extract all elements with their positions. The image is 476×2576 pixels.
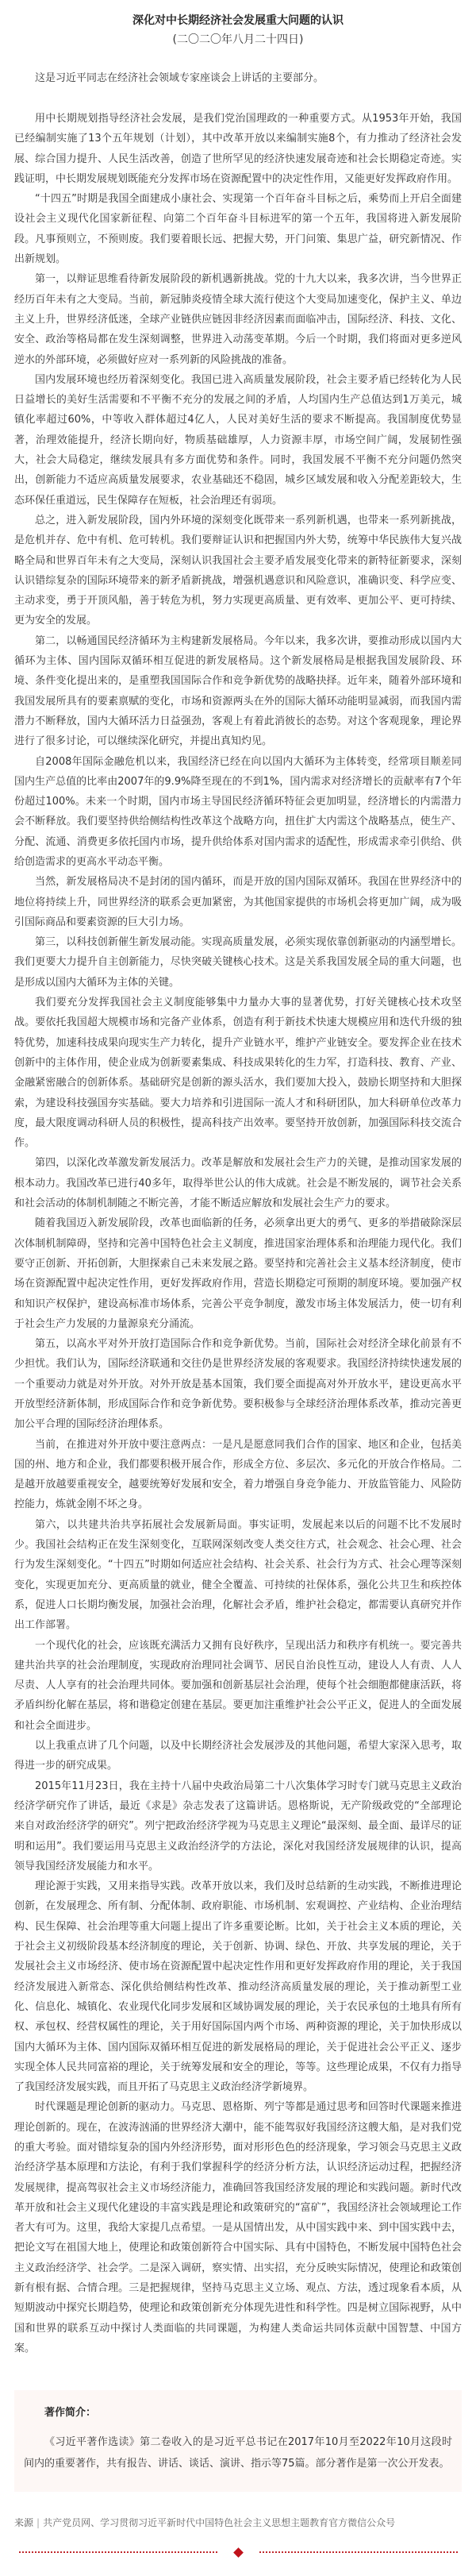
- paragraph: 第六，以共建共治共享拓展社会发展新局面。事实证明，发展起来以后的问题不比不发展时少。我国社会结构正在发生深刻变化，互联网深刻改变人类交往方式，社会观念、社会心理、社会行为发生深刻变化。“十四五”时期如何适应社会结构、社会关系、社会行为方式、社会心理等深刻变化，实现更加充分、更高质量的就业，健全全覆盖、可持续的社保体系，强化公共卫生和疾控体系，促进人口长期均衡发展，加强社会治理，化解社会矛盾，维护社会稳定，都需要认真研究并作出工作部署。: [14, 1518, 462, 1632]
- paragraph: 当前，在推进对外开放中要注意两点：一是凡是愿意同我们合作的国家、地区和企业，包括美国的州、地方和企业，我们都要积极开展合作，形成全方位、多层次、多元化的开放合作格局。二是越开放越要重视安全，越要统筹好发展和安全，着力增强自身竞争能力、开放监管能力、风险防控能力，炼就金刚不坏之身。: [14, 1438, 462, 1511]
- paragraph: 第五，以高水平对外开放打造国际合作和竞争新优势。当前，国际社会对经济全球化前景有不少担忧。我们认为，国际经济联通和交往仍是世界经济发展的客观要求。我国经济持续快速发展的一个重要动力就是对外开放。对外开放是基本国策，我们要全面提高对外开放水平，建设更高水平开放型经济新体制，形成国际合作和竞争新优势。要积极参与全球经济治理体系改革，推动完善更加公平合理的国际经济治理体系。: [14, 1338, 462, 1431]
- paragraph: 一个现代化的社会，应该既充满活力又拥有良好秩序，呈现出活力和秩序有机统一。要完善共建共治共享的社会治理制度，实现政府治理同社会调节、居民自治良性互动，建设人人有责、人人尽责、人人享有的社会治理共同体。要加强和创新基层社会治理，使每个社会细胞都健康活跃，将矛盾纠纷化解在基层，将和谐稳定创建在基层。要更加注重维护社会公平正义，促进人的全面发展和社会全面进步。: [14, 1639, 462, 1732]
- paragraph: 以上我重点讲了几个问题，以及中长期经济社会发展涉及的其他问题，希望大家深入思考，取得进一步的研究成果。: [14, 1740, 462, 1772]
- article-body: [14, 109, 462, 2358]
- article-date: (二〇二〇年八月二十四日): [172, 33, 304, 46]
- book-intro-text: 《习近平著作选读》第二卷收入的是习近平总书记在2017年10月至2022年10月这段时间内的重要著作，共有报告、讲话、谈话、演讲、指示等75篇。部分著作是第一次公开发表。: [24, 2436, 452, 2470]
- source-line: [14, 2516, 462, 2530]
- end-divider: [14, 2544, 462, 2560]
- paragraph: 第二，以畅通国民经济循环为主构建新发展格局。今年以来，我多次讲，要推动形成以国内大循环为主体、国内国际双循环相互促进的新发展格局。这个新发展格局是根据我国发展阶段、环境、条件变化提出来的，是重塑我国国际合作和竞争新优势的战略抉择。近年来，随着外部环境和我国发展所具有的要素禀赋的变化，市场和资源两头在外的国际大循环动能明显减弱，而我国内需潜力不断释放，国内大循环活力日益强劲，客观上有着此消彼长的态势。对这个客观现象，理论界进行了很多讨论，可以继续深化研究，并提出真知灼见。: [14, 634, 462, 748]
- paragraph: 自2008年国际金融危机以来，我国经济已经在向以国内大循环为主体转变，经常项目顺差同国内生产总值的比率由2007年的9.9%降至现在的不到1%，国内需求对经济增长的贡献率有7个年份超过100%。未来一个时期，国内市场主导国民经济循环特征会更加明显，经济增长的内需潜力会不断释放。我们要坚持供给侧结构性改革这个战略方向，扭住扩大内需这个战略基点，使生产、分配、流通、消费更多依托国内市场，提升供给体系对国内需求的适配性，形成需求牵引供给、供给创造需求的更高水平动态平衡。: [14, 755, 462, 868]
- book-intro-title: 著作简介：: [44, 2407, 97, 2420]
- paragraph: 第一，以辩证思维看待新发展阶段的新机遇新挑战。党的十九大以来，我多次讲，当今世界正经历百年未有之大变局。当前，新冠肺炎疫情全球大流行使这个大变局加速变化，保护主义、单边主义上升，世界经济低迷，全球产业链供应链因非经济因素而面临冲击，国际经济、科技、文化、安全、政治等格局都在发生深刻调整，世界进入动荡变革期。今后一个时期，我们将面对更多逆风逆水的外部环境，必须做好应对一系列新的风险挑战的准备。: [14, 273, 462, 366]
- paragraph: 时代课题是理论创新的驱动力。马克思、恩格斯、列宁等都是通过思考和回答时代课题来推进理论创新的。现在，在波涛汹涌的世界经济大潮中，能不能驾驭好我国经济这艘大船，是对我们党的重大考验。面对错综复杂的国内外经济形势，面对形形色色的经济现象，学习领会马克思主义政治经济学基本原理和方法论，有利于我们掌握科学的经济分析方法，认识经济运动过程，把握经济发展规律，提高驾驭社会主义市场经济能力，准确回答我国经济发展的理论和实践问题。新时代改革开放和社会主义现代化建设的丰富实践是理论和政策研究的“富矿”，我国经济社会领域理论工作者大有可为。这里，我给大家提几点希望。一是从国情出发，从中国实践中来、到中国实践中去，把论文写在祖国大地上，使理论和政策创新符合中国实际、具有中国特色，不断发展中国特色社会主义政治经济学、社会学。二是深入调研，察实情、出实招，充分反映实际情况，使理论和政策创新有根有据、合情合理。三是把握规律，坚持马克思主义立场、观点、方法，透过现象看本质，从短期波动中探究长期趋势，使理论和政策创新充分体现先进性和科学性。四是树立国际视野，从中国和世界的联系互动中探讨人类面临的共同课题，为构建人类命运共同体贡献中国智慧、中国方案。: [14, 2101, 462, 2354]
- paragraph: 2015年11月23日，我在主持十八届中央政治局第二十八次集体学习时专门就马克思主义政治经济学研究作了讲话，最近《求是》杂志发表了这篇讲话。恩格斯说，无产阶级政党的“全部理论来自对政治经济学的研究”。列宁把政治经济学视为马克思主义理论“最深刻、最全面、最详尽的证明和运用”。我们要运用马克思主义政治经济学的方法论，深化对我国经济发展规律的认识，提高领导我国经济发展能力和水平。: [14, 1780, 462, 1872]
- paragraph: 随着我国迈入新发展阶段，改革也面临新的任务，必须拿出更大的勇气、更多的举措破除深层次体制机制障碍，坚持和完善中国特色社会主义制度，推进国家治理体系和治理能力现代化。我们要守正创新、开拓创新，大胆探索自己未来发展之路。要坚持和完善社会主义基本经济制度，使市场在资源配置中起决定性作用，更好发挥政府作用，营造长期稳定可预期的制度环境。要加强产权和知识产权保护，建设高标准市场体系，完善公平竞争制度，激发市场主体发展活力，使一切有利于社会生产力发展的力量源泉充分涌流。: [14, 1217, 462, 1330]
- paragraph: 我们要充分发挥我国社会主义制度能够集中力量办大事的显著优势，打好关键核心技术攻坚战。要依托我国超大规模市场和完备产业体系，创造有利于新技术快速大规模应用和迭代升级的独特优势，加速科技成果向现实生产力转化，提升产业链水平，维护产业链安全。要发挥企业在技术创新中的主体作用，使企业成为创新要素集成、科技成果转化的生力军，打造科技、教育、产业、金融紧密融合的创新体系。基础研究是创新的源头活水，我们要加大投入，鼓励长期坚持和大胆探索，为建设科技强国夯实基础。要大力培养和引进国际一流人才和科研团队，加大科研单位改革力度，最大限度调动科研人员的积极性，提高科技产出效率。要坚持开放创新，加强国际科技交流合作。: [14, 997, 462, 1150]
- divider-line-right: [259, 2551, 458, 2553]
- source-separator: |: [36, 2517, 40, 2529]
- source-label: 来源: [14, 2517, 34, 2529]
- paragraph: 第四，以深化改革激发新发展活力。改革是解放和发展社会生产力的关键，是推动国家发展的根本动力。我国改革已进行40多年，取得举世公认的伟大成就。社会是不断发展的，调节社会关系和社会活动的体制机制随之不断完善，才能不断适应解放和发展社会生产力的要求。: [14, 1157, 462, 1210]
- diamond-icon: [233, 2547, 244, 2558]
- article-intro: 这是习近平同志在经济社会领域专家座谈会上讲话的主要部分。: [35, 72, 324, 84]
- paragraph: 国内发展环境也经历着深刻变化。我国已进入高质量发展阶段，社会主要矛盾已经转化为人民日益增长的美好生活需要和不平衡不充分的发展之间的矛盾，人均国内生产总值达到1万美元，城镇化率超过60%，中等收入群体超过4亿人，人民对美好生活的要求不断提高。我国制度优势显著，治理效能提升，经济长期向好，物质基础雄厚，人力资源丰厚，市场空间广阔，发展韧性强大，社会大局稳定，继续发展具有多方面优势和条件。同时，我国发展不平衡不充分问题仍然突出，创新能力不适应高质量发展要求，农业基础还不稳固，城乡区域发展和收入分配差距较大，生态环保任重道远，民生保障存在短板，社会治理还有弱项。: [14, 373, 462, 507]
- paragraph: 总之，进入新发展阶段，国内外环境的深刻变化既带来一系列新机遇，也带来一系列新挑战，是危机并存、危中有机、危可转机。我们要辩证认识和把握国内外大势，统筹中华民族伟大复兴战略全局和世界百年未有之大变局，深刻认识我国社会主要矛盾发展变化带来的新特征新要求，深刻认识错综复杂的国际环境带来的新矛盾新挑战，增强机遇意识和风险意识，准确识变、科学应变、主动求变，勇于开顶风船，善于转危为机，努力实现更高质量、更有效率、更加公平、更可持续、更为安全的发展。: [14, 514, 462, 627]
- book-intro-box: [14, 2390, 462, 2492]
- paragraph: 第三，以科技创新催生新发展动能。实现高质量发展，必须实现依靠创新驱动的内涵型增长。我们更要大力提升自主创新能力，尽快突破关键核心技术。这是关系我国发展全局的重大问题，也是形成以国内大循环为主体的关键。: [14, 936, 462, 989]
- paragraph: “十四五”时期是我国全面建成小康社会、实现第一个百年奋斗目标之后，乘势而上开启全面建设社会主义现代化国家新征程、向第二个百年奋斗目标进军的第一个五年，我国将进入新发展阶段。凡事预则立，不预则废。我们要着眼长远、把握大势，开门问策、集思广益，研究新情况、作出新规划。: [14, 193, 462, 266]
- divider-line-left: [19, 2551, 217, 2553]
- paragraph: 用中长期规划指导经济社会发展，是我们党治国理政的一种重要方式。从1953年开始，我国已经编制实施了13个五年规划（计划），其中改革开放以来编制实施8个，有力推动了经济社会发展、综合国力提升、人民生活改善，创造了世所罕见的经济快速发展奇迹和社会长期稳定奇迹。实践证明，中长期发展规划既能充分发挥市场在资源配置中的决定性作用，又能更好发挥政府作用。: [14, 113, 462, 185]
- paragraph: 理论源于实践，又用来指导实践。改革开放以来，我们及时总结新的生动实践，不断推进理论创新，在发展理念、所有制、分配体制、政府职能、市场机制、宏观调控、产业结构、企业治理结构、民生保障、社会治理等重大问题上提出了许多重要论断。比如，关于社会主义本质的理论，关于社会主义初级阶段基本经济制度的理论，关于创新、协调、绿色、开放、共享发展的理论，关于发展社会主义市场经济、使市场在资源配置中起决定性作用和更好发挥政府作用的理论，关于我国经济发展进入新常态、深化供给侧结构性改革、推动经济高质量发展的理论，关于推动新型工业化、信息化、城镇化、农业现代化同步发展和区域协调发展的理论，关于农民承包的土地具有所有权、承包权、经营权属性的理论，关于用好国际国内两个市场、两种资源的理论，关于加快形成以国内大循环为主体、国内国际双循环相互促进的新发展格局的理论，关于促进社会公平正义、逐步实现全体人民共同富裕的理论，关于统筹发展和安全的理论，等等。这些理论成果，不仅有力指导了我国经济发展实践，而且开拓了马克思主义政治经济学新境界。: [14, 1880, 462, 2094]
- source-text: 共产党员网、学习贯彻习近平新时代中国特色社会主义思想主题教育官方微信公众号: [43, 2517, 396, 2529]
- article-title: 深化对中长期经济社会发展重大问题的认识: [132, 14, 344, 27]
- paragraph: 当然，新发展格局决不是封闭的国内循环，而是开放的国内国际双循环。我国在世界经济中的地位将持续上升，同世界经济的联系会更加紧密，为其他国家提供的市场机会将更加广阔，成为吸引国际商品和要素资源的巨大引力场。: [14, 876, 462, 928]
